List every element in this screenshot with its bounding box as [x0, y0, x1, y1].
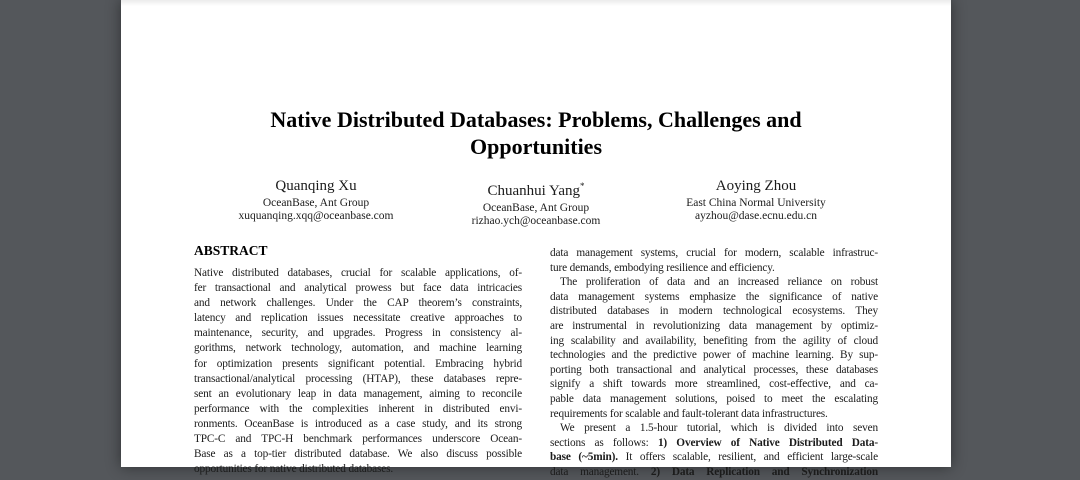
author-block	[646, 178, 866, 228]
text-segment: The proliferation of data and an increased reliance on robust	[560, 276, 878, 289]
text-line	[194, 462, 522, 477]
text-line	[550, 436, 878, 451]
text-line	[550, 392, 878, 407]
text-segment: ture demands, embodying resilience and efficiency.	[550, 261, 775, 274]
text-segment: gorithms, network technology, automation, and machine learning	[194, 342, 522, 355]
text-segment: latency and replication issues necessitate creative approaches to	[194, 312, 522, 325]
paragraph	[550, 275, 878, 421]
text-segment: maintenance, security, and upgrades. Progress in consistency al-	[194, 327, 522, 340]
right-column	[550, 243, 878, 480]
paragraph	[550, 421, 878, 479]
author-name: Quanqing Xu	[275, 178, 357, 194]
text-line	[194, 296, 522, 311]
paragraph	[194, 266, 522, 477]
text-segment: data management systems, crucial for modern, scalable infrastruc-	[550, 247, 878, 259]
text-segment: distributed databases in modern technological ecosystems. They	[550, 305, 878, 318]
authors-row	[194, 178, 878, 228]
left-column	[194, 243, 522, 480]
text-line	[550, 407, 878, 422]
text-segment: performance with the complexities inherent in distributed envi-	[194, 402, 522, 415]
text-segment: for optimization presents significant potential. Embracing hybrid	[194, 357, 522, 370]
text-line	[550, 465, 878, 480]
right-column-body	[550, 246, 878, 480]
text-segment: We present a 1.5-hour tutorial, which is divided into seven	[560, 422, 878, 435]
text-segment: Native distributed databases, crucial for scalable applications, of-	[194, 267, 522, 279]
author-email: xuquanqing.xqq@oceanbase.com	[238, 210, 394, 222]
text-segment: ing scalability and availability, benefiting from the agility of cloud	[550, 334, 878, 347]
bold-text-segment: 2) Data Replication and Synchronization	[650, 465, 879, 478]
paragraph	[550, 246, 878, 275]
page-content	[121, 106, 951, 480]
text-line	[550, 450, 878, 465]
text-line	[550, 421, 878, 436]
text-line	[194, 281, 522, 296]
paper-title: Native Distributed Databases: Problems, Challenges and Opportunities	[270, 107, 802, 159]
text-line	[194, 417, 522, 432]
author-block	[206, 178, 426, 228]
body-columns	[194, 243, 878, 480]
bold-text-segment: base (~5min).	[550, 451, 618, 464]
text-segment: porting both transactional and analytical processes, these databases	[550, 363, 878, 376]
text-line	[550, 304, 878, 319]
text-line	[550, 246, 878, 261]
text-segment: sections as follows:	[550, 436, 658, 449]
text-segment: Base as a top-tier distributed database. We also discuss possible	[194, 448, 522, 461]
text-line	[194, 341, 522, 356]
author-block	[426, 178, 646, 228]
author-email: ayzhou@dase.ecnu.edu.cn	[694, 210, 818, 222]
text-line	[194, 311, 522, 326]
text-segment: opportunities for native distributed databases.	[194, 463, 394, 476]
text-segment: ronments. OceanBase is introduced as a case study, and its strong	[194, 417, 522, 430]
text-line	[550, 275, 878, 290]
text-line	[194, 447, 522, 462]
text-line	[194, 372, 522, 387]
text-segment: pable data management solutions, poised to meet the escalating	[550, 392, 878, 405]
text-line	[550, 377, 878, 392]
text-line	[194, 357, 522, 372]
document-page	[121, 0, 951, 478]
author-name: Chuanhui Yang*	[487, 181, 585, 199]
abstract-heading: ABSTRACT	[194, 243, 268, 258]
bold-text-segment: 1) Overview of Native Distributed Data-	[657, 436, 878, 449]
author-mark: *	[580, 181, 585, 191]
text-line	[194, 326, 522, 341]
author-name: Aoying Zhou	[715, 178, 797, 194]
text-segment: sent an evolutionary leap in data management, aiming to reconcile	[194, 387, 522, 400]
text-line	[550, 261, 878, 276]
text-segment: signify a shift towards more streamlined, cost-effective, and ca-	[550, 378, 878, 391]
text-line	[550, 290, 878, 305]
text-line	[550, 319, 878, 334]
text-segment: are instrumental in revolutionizing data management by optimiz-	[550, 319, 878, 332]
text-line	[550, 334, 878, 349]
text-line	[550, 348, 878, 363]
text-line	[194, 402, 522, 417]
author-affiliation: OceanBase, Ant Group	[262, 197, 370, 209]
author-email: rizhao.ych@oceanbase.com	[471, 215, 601, 227]
text-line	[194, 432, 522, 447]
text-segment: TPC-C and TPC-H benchmark performances underscore Ocean-	[194, 433, 522, 446]
text-segment: It offers scalable, resilient, and efficient large-scale	[617, 451, 878, 464]
text-segment: and network challenges. Under the CAP theorem’s constraints,	[194, 297, 522, 310]
text-segment: data management systems emphasize the significance of native	[550, 290, 878, 303]
text-line	[194, 266, 522, 281]
text-segment: fer transactional and analytical prowess but face data intricacies	[194, 282, 522, 295]
text-segment: requirements for scalable and fault-tolerant data infrastructures.	[550, 407, 828, 420]
text-line	[194, 387, 522, 402]
text-segment: transactional/analytical processing (HTAP), these databases repre-	[194, 372, 522, 385]
abstract-body	[194, 266, 522, 477]
text-segment: data management.	[550, 465, 651, 478]
author-affiliation: East China Normal University	[686, 197, 826, 209]
text-segment: technologies and the predictive power of machine learning. By sup-	[550, 349, 878, 362]
author-affiliation: OceanBase, Ant Group	[482, 202, 590, 214]
text-line	[550, 363, 878, 378]
